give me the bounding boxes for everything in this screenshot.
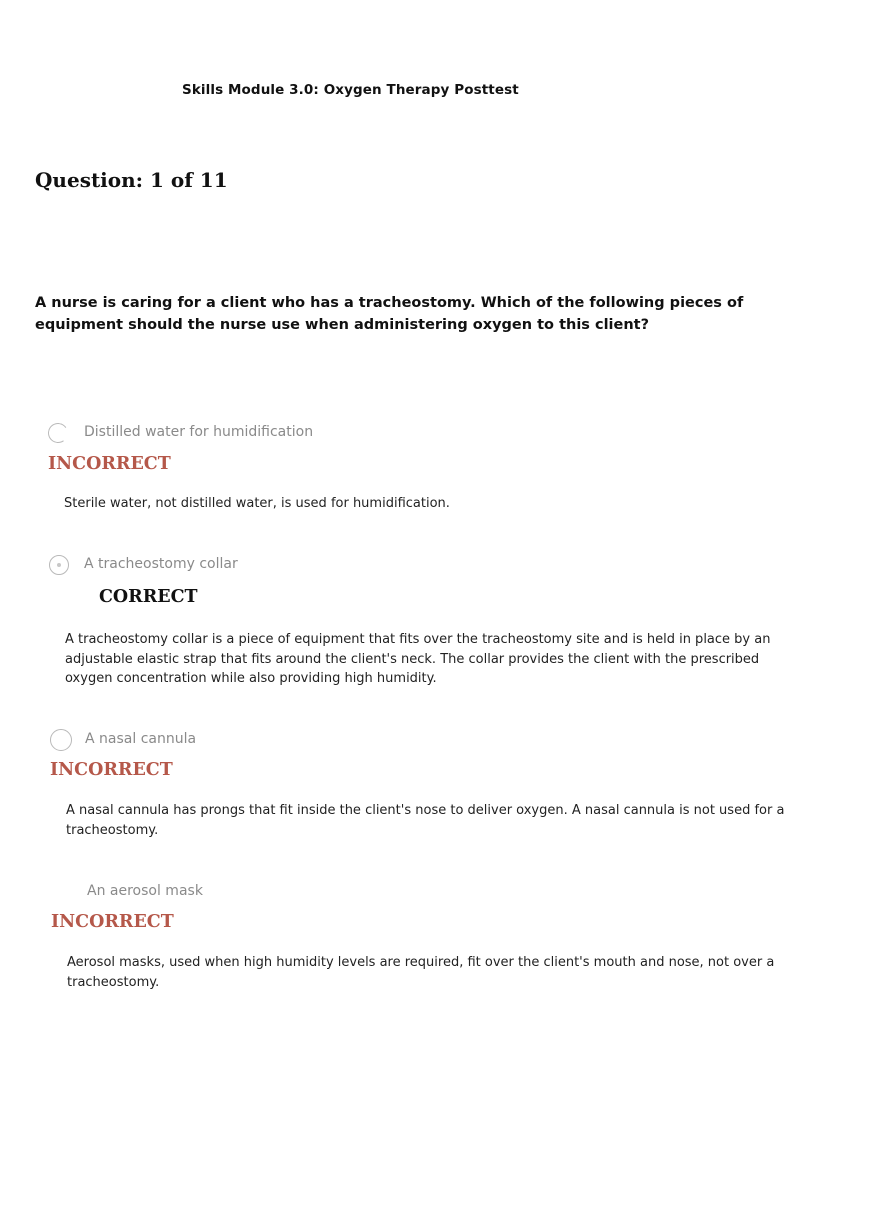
answer-option-label[interactable]: An aerosol mask (87, 883, 203, 899)
module-title: Skills Module 3.0: Oxygen Therapy Posttest (182, 82, 519, 98)
radio-button-selected[interactable] (49, 555, 69, 575)
correct-verdict: CORRECT (99, 587, 198, 607)
answer-rationale: A tracheostomy collar is a piece of equipment that fits over the tracheostomy site and is held in place by an adjustable elastic strap that fits around the client's neck. The collar provides the client with the prescribed oxygen concentration while also providing high humidity. (65, 632, 771, 686)
incorrect-verdict: INCORRECT (48, 454, 171, 474)
answer-rationale: Aerosol masks, used when high humidity levels are required, fit over the client's mouth and nose, not over a tracheostomy. (67, 955, 775, 990)
answer-option-label[interactable]: A nasal cannula (85, 731, 197, 747)
answer-option-label[interactable]: Distilled water for humidification (84, 424, 314, 440)
radio-button[interactable] (46, 421, 69, 444)
question-counter: Question: 1 of 11 (35, 168, 228, 192)
question-stem: A nurse is caring for a client who has a tracheostomy. Which of the following pieces of equipment should the nurse use when administering oxygen to this client? (35, 295, 744, 333)
incorrect-verdict: INCORRECT (51, 912, 174, 932)
answer-rationale: A nasal cannula has prongs that fit inside the client's nose to deliver oxygen. A nasal cannula is not used for a tracheostomy. (66, 803, 785, 838)
incorrect-verdict: INCORRECT (50, 760, 173, 780)
radio-dot (57, 563, 61, 567)
answer-option-label[interactable]: A tracheostomy collar (84, 556, 238, 572)
answer-rationale: Sterile water, not distilled water, is used for humidification. (64, 496, 450, 511)
radio-button[interactable] (50, 729, 72, 751)
